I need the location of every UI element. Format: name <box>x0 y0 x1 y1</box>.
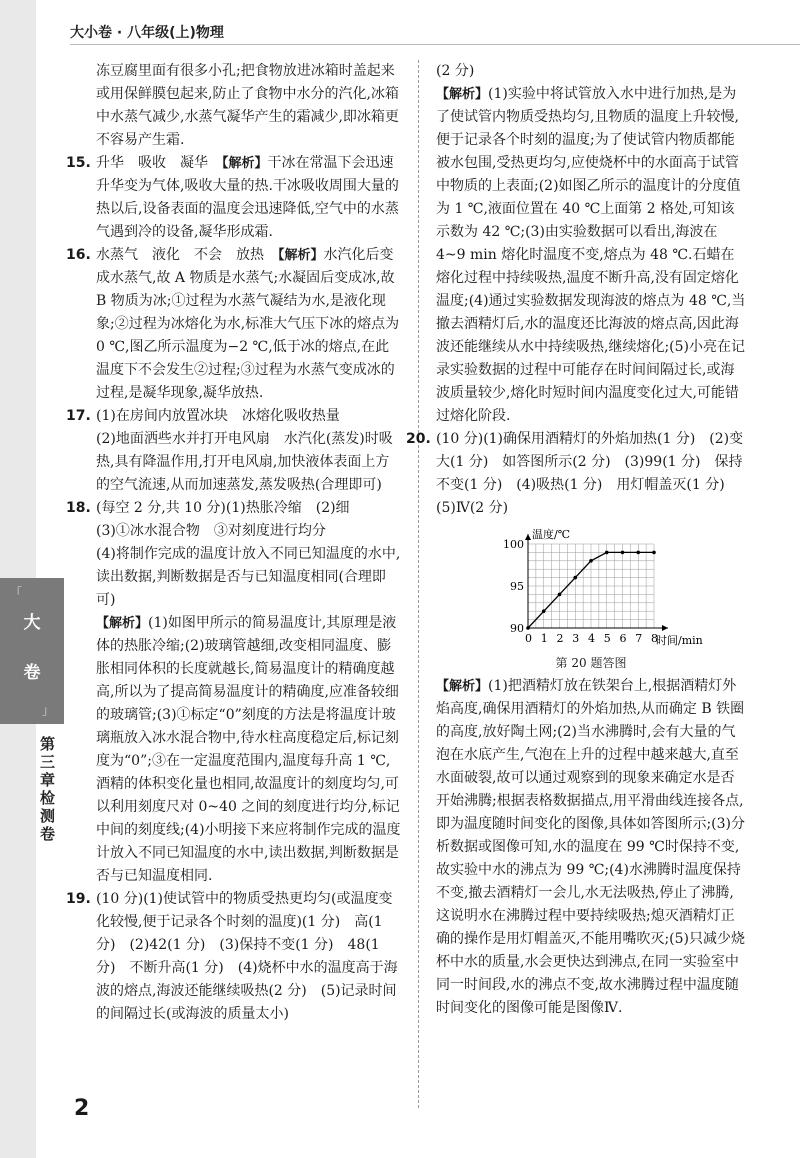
question-15 <box>66 152 402 244</box>
question-20 <box>406 428 746 520</box>
data-point <box>652 551 656 555</box>
data-point <box>558 593 562 597</box>
x-tick-label: 3 <box>572 632 580 645</box>
y-tick-label: 95 <box>510 580 524 593</box>
question-16 <box>66 244 402 405</box>
chart-svg <box>496 528 703 648</box>
chart-caption: 第 20 题答图 <box>555 656 627 670</box>
answer-continued: (2 分) <box>436 63 475 79</box>
column-divider <box>418 60 419 1108</box>
data-point <box>636 551 640 555</box>
data-point <box>605 551 609 555</box>
x-tick-label: 5 <box>603 632 611 645</box>
question-17 <box>66 405 402 497</box>
answer: (10 分)(1)使试管中的物质受热更均匀(或温度变化较慢,便于记录各个时刻的温度)(1 分) 高(1 分) (2)42(1 分) (3)保持不变(1 分) 48(1 分) 不断升高(1 分) (4)烧杯中水的温度高于海波的熔点,海波还能继续吸热(2 分) (5)记录时间的间隔过长(或海波的质量太小) <box>96 891 398 1022</box>
question-number: 16. <box>66 247 91 263</box>
x-axis-arrow <box>662 625 668 631</box>
analysis-tag: 【解析】 <box>436 87 489 102</box>
answer-line: (2)地面洒些水并打开电风扇 水汽化(蒸发)时吸热,具有降温作用,打开电风扇,加快液体表面上方的空气流速,从而加速蒸发,蒸发吸热(合理即可) <box>96 431 393 493</box>
x-tick-label: 8 <box>651 632 658 645</box>
answer: 水蒸气 液化 不会 放热 <box>96 247 278 263</box>
analysis-text: 干冰在常温下会迅速升华变为气体,吸收大量的热.干冰吸收周围大量的热以后,设备表面的温度会迅速降低,空气中的水蒸气遇到冷的设备,凝华形成霜. <box>96 155 399 240</box>
left-column <box>66 60 402 1026</box>
x-tick-label: 1 <box>540 632 548 645</box>
data-point <box>589 559 593 563</box>
chapter-label: 第三章检测卷 <box>40 735 56 843</box>
answer-line: (3)①冰水混合物 ③对刻度进行均分 <box>96 523 326 539</box>
analysis-tag: 【解析】 <box>96 616 149 631</box>
data-point <box>542 609 546 613</box>
bracket-open: 「 <box>10 586 23 600</box>
x-axis-label: 时间/min <box>656 634 703 647</box>
analysis-text: (1)把酒精灯放在铁架台上,根据酒精灯外焰高度,确保用酒精灯的外焰加热,从而确定 B 铁圈的高度,放好陶土网;(2)当水沸腾时,会有大量的气泡在水底产生,气泡在上升的过程中越来越大,直至水面破裂,故可以通过观察到的现象来确定水是否开始沸腾;根据表格数据描点,用平滑曲线连接各点,即为温度随时间变化的图像,具体如答图所示;(3)分析数据或图像可知,水的温度在 99 ℃时保持不变,故实验中水的沸点为 99 ℃;(4)水沸腾时温度保持不变,撤去酒精灯一会儿,水无法吸热,停止了沸腾,这说明水在沸腾过程中要持续吸热;熄灭酒精灯正确的操作是用灯帽盖灭,不能用嘴吹灭;(5)只减少烧杯中水的质量,水会更快达到沸点,在同一实验室中同一时间段,水的沸点不变,故水沸腾过程中温度随时间变化的图像可能是图像Ⅳ. <box>436 678 745 1016</box>
data-point <box>621 551 625 555</box>
analysis-text: 水汽化后变成水蒸气,故 A 物质是水蒸气;水凝固后变成冰,故 B 物质为冰;①过程为水蒸气凝结为水,是液化现象;②过程为冰熔化为水,标准大气压下冰的熔点为 0 ℃,图乙所示温度为−2 ℃,低于冰的熔点,在此温度下不会发生②过程;③过程为水蒸气变成冰的过程,是凝华现象,凝华放热. <box>96 247 400 401</box>
data-point <box>573 576 577 580</box>
bracket-close: 」 <box>41 703 54 717</box>
analysis-tag: 【解析】 <box>278 248 324 263</box>
question-19 <box>66 888 402 1026</box>
answer-line: (4)将制作完成的温度计放入不同已知温度的水中,读出数据,判断数据是否与已知温度相同(合理即可) <box>96 546 401 608</box>
answer: (10 分)(1)确保用酒精灯的外焰加热(1 分) (2)变大(1 分) 如答图所示(2 分) (3)99(1 分) 保持不变(1 分) (4)吸热(1 分) 用灯帽盖灭(1 分) (5)Ⅳ(2 分) <box>436 431 744 516</box>
right-column <box>406 60 746 1020</box>
page-number: 2 <box>74 1096 90 1121</box>
question-number: 17. <box>66 408 91 424</box>
page-header: 大小卷 · 八年级(上)物理 <box>70 25 224 41</box>
side-tab <box>0 578 64 724</box>
answer: 升华 吸收 凝华 <box>96 155 222 171</box>
answer-line: (1)在房间内放置冰块 冰熔化吸收热量 <box>96 408 340 424</box>
x-tick-label: 7 <box>635 632 643 645</box>
data-point <box>526 626 530 630</box>
analysis-tag: 【解析】 <box>222 156 268 171</box>
y-axis-arrow <box>525 534 531 540</box>
x-tick-label: 0 <box>525 632 532 645</box>
x-tick-label: 4 <box>588 632 595 645</box>
question-number: 15. <box>66 155 91 171</box>
question-number: 18. <box>66 500 91 516</box>
side-char-1: 大 <box>23 613 41 633</box>
analysis-text: (1)如图甲所示的简易温度计,其原理是液体的热胀冷缩;(2)玻璃管越细,改变相同温度、膨胀相同体积的长度就越长,简易温度计的精确度越高,所以为了提高简易温度计的精确度,应准备较细的玻璃管;(3)①标定“0”刻度的方法是将温度计玻璃瓶放入冰水混合物中,待水柱高度稳定后,标记刻度为“0”;③在一定温度范围内,温度每升高 1 ℃,酒精的体积变化量也相同,故温度计的刻度均匀,可以利用刻度尺对 0~40 之间的刻度进行均分,标记中间的刻度线;(4)小明接下来应将制作完成的温度计放入不同已知温度的水中,读出数据,判断数据是否与已知温度相同. <box>96 615 401 884</box>
boiling-chart <box>496 528 703 648</box>
answer-line: (每空 2 分,共 10 分)(1)热胀冷缩 (2)细 <box>96 500 350 516</box>
y-tick-label: 90 <box>510 622 524 635</box>
question-number: 19. <box>66 891 91 907</box>
y-tick-label: 100 <box>503 538 524 551</box>
question-18 <box>66 497 402 888</box>
side-char-2: 卷 <box>23 663 41 683</box>
x-tick-label: 2 <box>556 632 564 645</box>
analysis-tag: 【解析】 <box>436 679 489 694</box>
y-axis-label: 温度/℃ <box>532 528 571 541</box>
intro-text: 冻豆腐里面有很多小孔;把食物放进冰箱时盖起来或用保鲜膜包起来,防止了食物中水分的汽化,冰箱中水蒸气减少,水蒸气凝华产生的霜减少,即冰箱更不容易产生霜. <box>96 63 399 148</box>
x-tick-label: 6 <box>619 632 627 645</box>
header-rule <box>70 44 800 45</box>
question-number: 20. <box>406 431 431 447</box>
analysis-text: (1)实验中将试管放入水中进行加热,是为了使试管内物质受热均匀,且物质的温度上升较慢,便于记录各个时刻的温度;为了使试管内物质都能被水包围,受热更均匀,应使烧杯中的水面高于试管中物质的上表面;(2)如图乙所示的温度计的分度值为 1 ℃,液面位置在 40 ℃上面第 2 格处,可知该示数为 42 ℃;(3)由实验数据可以看出,海波在 4~9 min 熔化时温度不变,熔点为 48 ℃.石蜡在熔化过程中持续吸热,温度不断升高,没有固定熔化温度;(4)通过实验数据发现海波的熔点为 48 ℃,当撤去酒精灯后,水的温度还比海波的熔点高,因此海波还能继续从水中持续吸热,继续熔化;(5)小亮在记录实验数据的过程中可能存在时间间隔过长,或海波质量较少,熔化时短时间内温度变化过大,可能错过熔化阶段. <box>436 86 746 424</box>
